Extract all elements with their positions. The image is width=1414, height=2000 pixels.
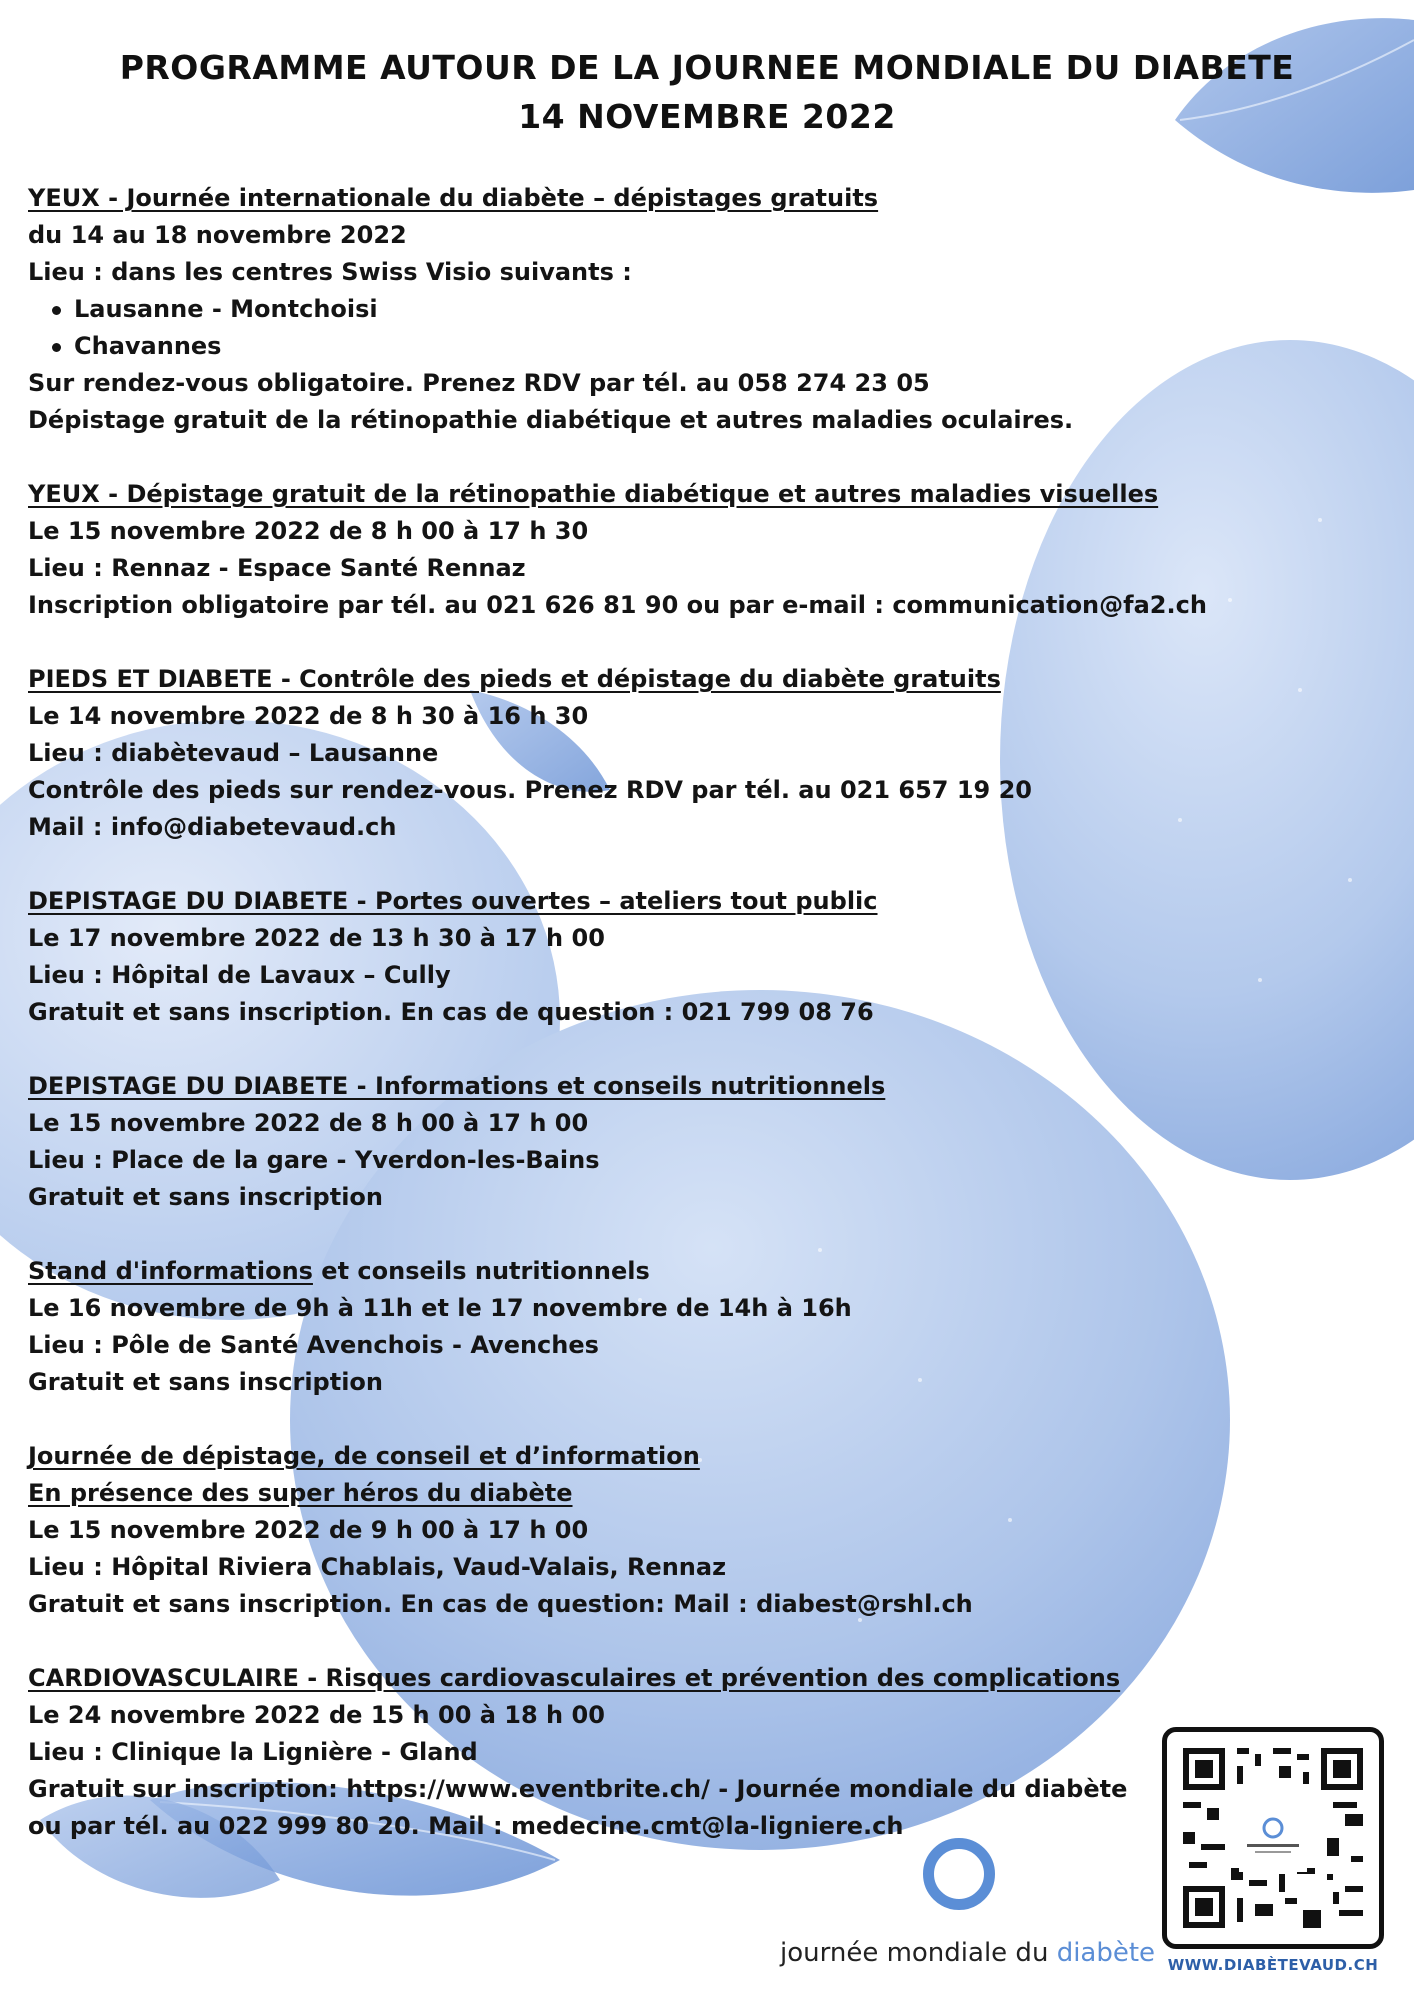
location-item: Chavannes (74, 328, 1148, 365)
event-heading-underlined: Stand d'informations (28, 1257, 313, 1285)
event-place: Lieu : Hôpital Riviera Chablais, Vaud-Valais, Rennaz (28, 1553, 727, 1581)
event-eyes-screening-week (28, 180, 1148, 439)
website-caption[interactable]: WWW.DIABÈTEVAUD.CH (1167, 1956, 1379, 1974)
event-dates: Le 15 novembre 2022 de 8 h 00 à 17 h 30 (28, 517, 589, 545)
event-screening-nutrition (28, 1068, 1148, 1216)
event-detail: Gratuit et sans inscription (28, 1368, 383, 1396)
event-dates: Le 15 novembre 2022 de 8 h 00 à 17 h 00 (28, 1109, 589, 1137)
qr-code-icon (1183, 1748, 1363, 1928)
event-place: Lieu : diabètevaud – Lausanne (28, 739, 439, 767)
event-cardiovascular (28, 1660, 1148, 1845)
event-locations (28, 291, 1148, 365)
event-detail: Inscription obligatoire par tél. au 021 626 81 90 ou par e-mail : communication@fa2.ch (28, 591, 1207, 619)
world-diabetes-day-logo (780, 1838, 1156, 1988)
event-dates: du 14 au 18 novembre 2022 (28, 221, 407, 249)
event-heading: DEPISTAGE DU DIABETE - Informations et conseils nutritionnels (28, 1072, 886, 1100)
event-heading: Journée de dépistage, de conseil et d’information (28, 1442, 700, 1470)
event-heading: YEUX - Journée internationale du diabète – dépistages gratuits (28, 184, 879, 212)
logo-text: journée mondiale du diabète (780, 1938, 1156, 1968)
event-detail: Gratuit et sans inscription (28, 1183, 383, 1211)
event-heading: PIEDS ET DIABETE - Contrôle des pieds et dépistage du diabète gratuits (28, 665, 1001, 693)
event-heading: YEUX - Dépistage gratuit de la rétinopathie diabétique et autres maladies visuelles (28, 480, 1159, 508)
event-place: Lieu : dans les centres Swiss Visio suivants : (28, 258, 632, 286)
event-place: Lieu : Hôpital de Lavaux – Cully (28, 961, 451, 989)
event-dates: Le 17 novembre 2022 de 13 h 30 à 17 h 00 (28, 924, 605, 952)
event-detail: ou par tél. au 022 999 80 20. Mail : medecine.cmt@la-ligniere.ch (28, 1812, 904, 1840)
event-place: Lieu : Pôle de Santé Avenchois - Avenches (28, 1331, 599, 1359)
event-heading (28, 1253, 1148, 1290)
event-place: Lieu : Clinique la Lignière - Gland (28, 1738, 478, 1766)
event-dates: Le 15 novembre 2022 de 9 h 00 à 17 h 00 (28, 1516, 589, 1544)
qr-code-card[interactable] (1162, 1727, 1384, 1949)
event-screening-day-heroes (28, 1438, 1148, 1623)
event-detail: Gratuit sur inscription: https://www.eventbrite.ch/ - Journée mondiale du diabète (28, 1775, 1128, 1803)
event-detail: Mail : info@diabetevaud.ch (28, 813, 397, 841)
event-detail: Gratuit et sans inscription. En cas de question : 021 799 08 76 (28, 998, 874, 1026)
event-info-stand (28, 1253, 1148, 1401)
location-item: Lausanne - Montchoisi (74, 291, 1148, 328)
event-detail: Contrôle des pieds sur rendez-vous. Prenez RDV par tél. au 021 657 19 20 (28, 776, 1033, 804)
event-heading: DEPISTAGE DU DIABETE - Portes ouvertes – ateliers tout public (28, 887, 878, 915)
event-place: Lieu : Place de la gare - Yverdon-les-Bains (28, 1146, 600, 1174)
event-feet-diabetes (28, 661, 1148, 846)
event-eyes-retinopathy (28, 476, 1207, 624)
event-detail: Gratuit et sans inscription. En cas de question: Mail : diabest@rshl.ch (28, 1590, 973, 1618)
blue-circle-icon (923, 1838, 995, 1910)
event-place: Lieu : Rennaz - Espace Santé Rennaz (28, 554, 526, 582)
event-dates: Le 24 novembre 2022 de 15 h 00 à 18 h 00 (28, 1701, 605, 1729)
event-heading-rest: et conseils nutritionnels (312, 1257, 650, 1285)
event-detail: Sur rendez-vous obligatoire. Prenez RDV par tél. au 058 274 23 05 (28, 369, 930, 397)
page-title: PROGRAMME AUTOUR DE LA JOURNEE MONDIALE DU DIABETE (119, 48, 1295, 87)
events-list (28, 180, 1207, 1882)
event-heading-line2: En présence des super héros du diabète (28, 1479, 573, 1507)
event-dates: Le 16 novembre de 9h à 11h et le 17 novembre de 14h à 16h (28, 1294, 852, 1322)
event-heading: CARDIOVASCULAIRE - Risques cardiovasculaires et prévention des complications (28, 1664, 1121, 1692)
page-subtitle-date: 14 NOVEMBRE 2022 (518, 97, 896, 136)
event-detail: Dépistage gratuit de la rétinopathie diabétique et autres maladies oculaires. (28, 406, 1074, 434)
event-dates: Le 14 novembre 2022 de 8 h 30 à 16 h 30 (28, 702, 589, 730)
event-screening-open-doors (28, 883, 1148, 1031)
